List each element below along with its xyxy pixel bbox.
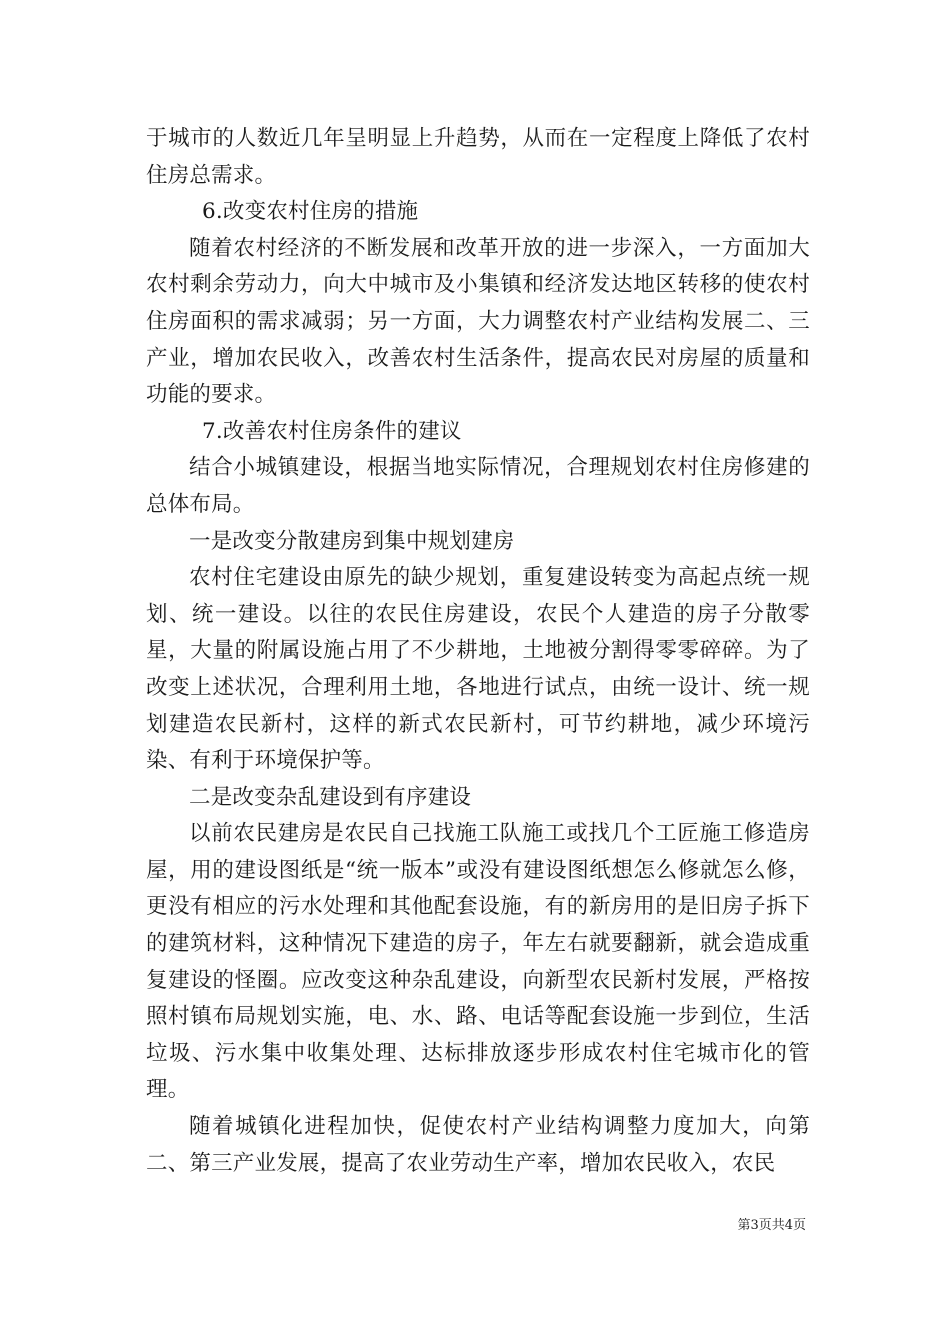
paragraph-centralized-planning: 农村住宅建设由原先的缺少规划，重复建设转变为高起点统一规划、统一建设。以往的农民住房建设，农民个人建造的房子分散零星，大量的附属设施占用了不少耕地，土地被分割得零零碎碎。为了改变上述状况，合理利用土地，各地进行试点，由统一设计、统一规划建造农民新村，这样的新式农民新村，可节约耕地，减少环境污染、有利于环境保护等。 (146, 565, 810, 774)
section-heading-6: 6.改变农村住房的措施 (202, 199, 419, 225)
paragraph-measures: 随着农村经济的不断发展和改革开放的进一步深入，一方面加大农村剩余劳动力，向大中城市及小集镇和经济发达地区转移的使农村住房面积的需求减弱；另一方面，大力调整农村产业结构发展二、三产业，增加农民收入，改善农村生活条件，提高农民对房屋的质量和功能的要求。 (146, 235, 810, 408)
subheading-one: 一是改变分散建房到集中规划建房 (189, 528, 515, 554)
paragraph-continuation: 于城市的人数近几年呈明显上升趋势，从而在一定程度上降低了农村住房总需求。 (146, 126, 810, 188)
section-heading-7: 7.改善农村住房条件的建议 (202, 418, 462, 444)
document-body (146, 121, 810, 1182)
paragraph-orderly-construction: 以前农民建房是农民自己找施工队施工或找几个工匠施工修造房屋，用的建设图纸是“统一版本”或没有建设图纸想怎么修就怎么修，更没有相应的污水处理和其他配套设施，有的新房用的是旧房子拆下的建筑材料，这种情况下建造的房子，年左右就要翻新，就会造成重复建设的怪圈。应改变这种杂乱建设，向新型农民新村发展，严格按照村镇布局规划实施，电、水、路、电话等配套设施一步到位，生活垃圾、污水集中收集处理、达标排放逐步形成农村住宅城市化的管理。 (146, 821, 810, 1103)
paragraph-suggestion-intro: 结合小城镇建设，根据当地实际情况，合理规划农村住房修建的总体布局。 (146, 455, 810, 517)
page-number: 第3页共4页 (737, 1218, 806, 1233)
subheading-two: 二是改变杂乱建设到有序建设 (189, 784, 472, 810)
paragraph-urbanization: 随着城镇化进程加快，促使农村产业结构调整力度加大，向第二、第三产业发展，提高了农业劳动生产率，增加农民收入，农民 (146, 1114, 810, 1176)
